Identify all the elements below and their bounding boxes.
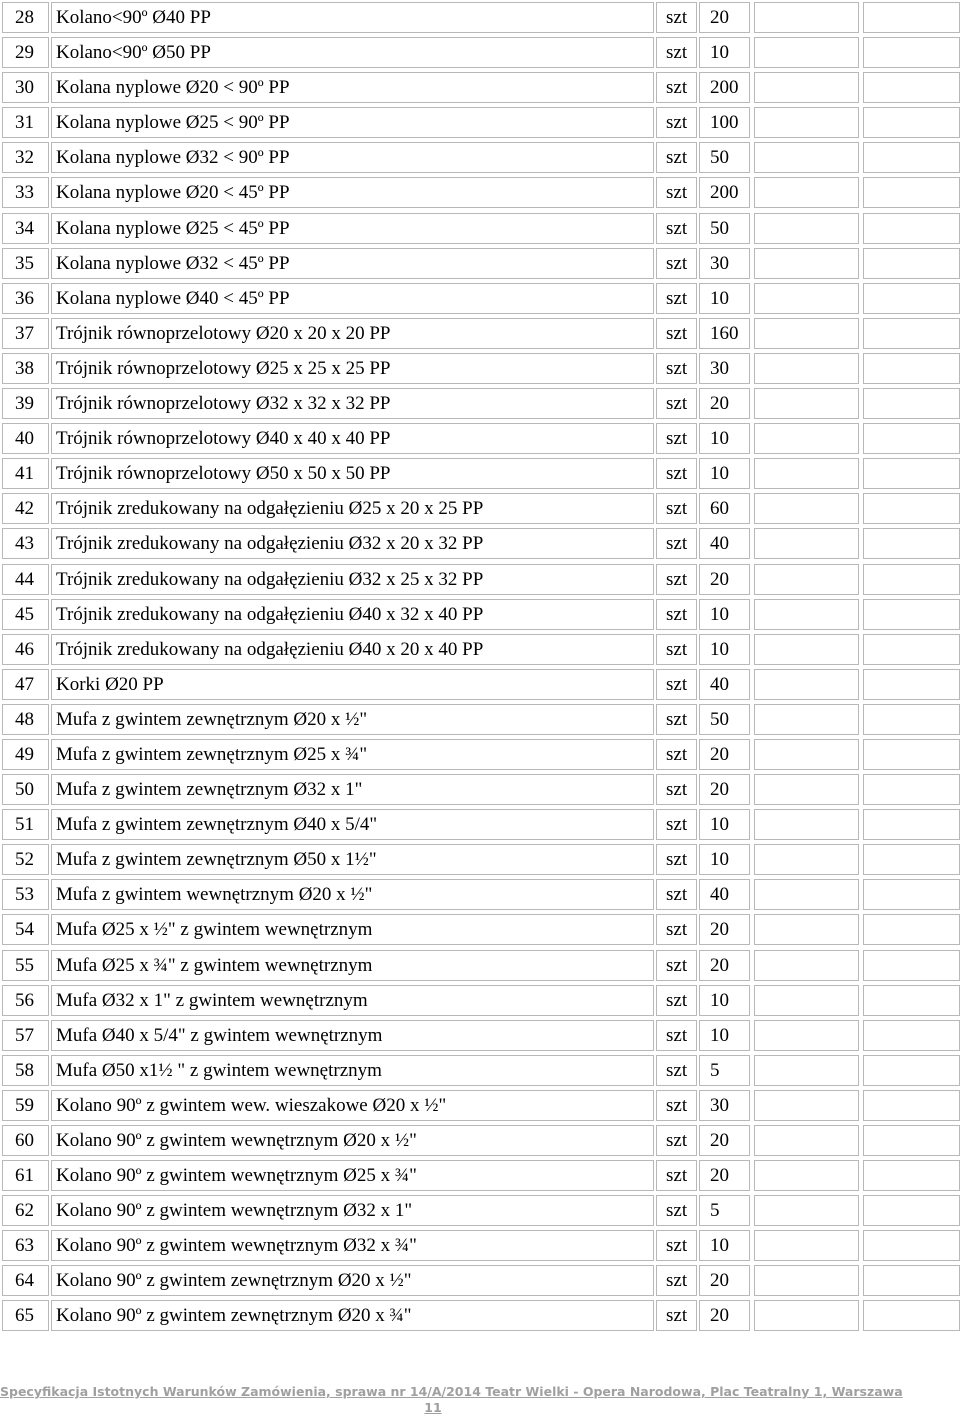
item-name-cell: Kolano 90º z gwintem wewnętrznym Ø25 x ¾": [51, 1160, 654, 1191]
unit-price-cell: [754, 669, 859, 700]
item-name-cell: Kolano 90º z gwintem zewnętrznym Ø20 x ¾": [51, 1300, 654, 1331]
item-name-cell: Kolano<90º Ø50 PP: [51, 37, 654, 68]
row-number-cell: 29: [2, 37, 49, 68]
row-number-cell: 43: [2, 528, 49, 559]
unit-price-cell: [754, 599, 859, 630]
total-value-cell: [863, 353, 960, 384]
total-value-cell: [863, 599, 960, 630]
total-value-cell: [863, 248, 960, 279]
unit-price-cell: [754, 528, 859, 559]
total-value-cell: [863, 37, 960, 68]
unit-price-cell: [754, 283, 859, 314]
unit-price-cell: [754, 107, 859, 138]
unit-cell: szt: [656, 950, 697, 981]
quantity-cell: 100: [699, 107, 750, 138]
item-name-cell: Mufa Ø32 x 1" z gwintem wewnętrznym: [51, 985, 654, 1016]
table-row: [0, 526, 960, 561]
row-number-cell: 34: [2, 213, 49, 244]
unit-cell: szt: [656, 318, 697, 349]
row-number-cell: 53: [2, 879, 49, 910]
table-row: [0, 211, 960, 246]
unit-cell: szt: [656, 37, 697, 68]
row-number-cell: 56: [2, 985, 49, 1016]
item-name-cell: Mufa Ø25 x ¾" z gwintem wewnętrznym: [51, 950, 654, 981]
unit-cell: szt: [656, 142, 697, 173]
quantity-cell: 200: [699, 177, 750, 208]
unit-price-cell: [754, 985, 859, 1016]
total-value-cell: [863, 739, 960, 770]
unit-cell: szt: [656, 879, 697, 910]
unit-cell: szt: [656, 1160, 697, 1191]
item-name-cell: Trójnik zredukowany na odgałęzieniu Ø32 x 25 x 32 PP: [51, 564, 654, 595]
row-number-cell: 28: [2, 2, 49, 33]
quantity-cell: 20: [699, 1300, 750, 1331]
item-name-cell: Kolana nyplowe Ø40 < 45º PP: [51, 283, 654, 314]
table-row: [0, 772, 960, 807]
quantity-cell: 30: [699, 353, 750, 384]
table-row: [0, 35, 960, 70]
table-row: [0, 140, 960, 175]
total-value-cell: [863, 634, 960, 665]
unit-cell: szt: [656, 72, 697, 103]
row-number-cell: 60: [2, 1125, 49, 1156]
item-name-cell: Trójnik zredukowany na odgałęzieniu Ø32 x 20 x 32 PP: [51, 528, 654, 559]
quantity-cell: 10: [699, 634, 750, 665]
row-number-cell: 54: [2, 914, 49, 945]
quantity-cell: 10: [699, 985, 750, 1016]
quantity-cell: 20: [699, 564, 750, 595]
quantity-cell: 40: [699, 528, 750, 559]
unit-price-cell: [754, 704, 859, 735]
quantity-cell: 20: [699, 2, 750, 33]
quantity-cell: 50: [699, 142, 750, 173]
table-row: [0, 912, 960, 947]
row-number-cell: 63: [2, 1230, 49, 1261]
unit-price-cell: [754, 1090, 859, 1121]
unit-cell: szt: [656, 844, 697, 875]
table-row: [0, 421, 960, 456]
table-row: [0, 491, 960, 526]
row-number-cell: 44: [2, 564, 49, 595]
item-name-cell: Mufa Ø40 x 5/4" z gwintem wewnętrznym: [51, 1020, 654, 1051]
quantity-cell: 20: [699, 950, 750, 981]
quantity-cell: 10: [699, 458, 750, 489]
total-value-cell: [863, 2, 960, 33]
quantity-cell: 40: [699, 669, 750, 700]
row-number-cell: 32: [2, 142, 49, 173]
quantity-cell: 5: [699, 1195, 750, 1226]
row-number-cell: 42: [2, 493, 49, 524]
unit-cell: szt: [656, 1300, 697, 1331]
unit-cell: szt: [656, 914, 697, 945]
item-name-cell: Kolana nyplowe Ø20 < 90º PP: [51, 72, 654, 103]
row-number-cell: 37: [2, 318, 49, 349]
item-name-cell: Kolano 90º z gwintem wewnętrznym Ø32 x ¾": [51, 1230, 654, 1261]
quantity-cell: 10: [699, 283, 750, 314]
row-number-cell: 46: [2, 634, 49, 665]
quantity-cell: 10: [699, 599, 750, 630]
row-number-cell: 35: [2, 248, 49, 279]
unit-price-cell: [754, 774, 859, 805]
table-row: [0, 1018, 960, 1053]
unit-cell: szt: [656, 599, 697, 630]
unit-price-cell: [754, 72, 859, 103]
row-number-cell: 38: [2, 353, 49, 384]
item-name-cell: Kolano 90º z gwintem wewnętrznym Ø20 x ½": [51, 1125, 654, 1156]
table-row: [0, 351, 960, 386]
item-name-cell: Mufa Ø50 x1½ " z gwintem wewnętrznym: [51, 1055, 654, 1086]
unit-price-cell: [754, 37, 859, 68]
page-footer: [0, 1384, 903, 1416]
table-row: [0, 948, 960, 983]
table-row: [0, 562, 960, 597]
row-number-cell: 58: [2, 1055, 49, 1086]
row-number-cell: 45: [2, 599, 49, 630]
unit-cell: szt: [656, 669, 697, 700]
item-name-cell: Trójnik zredukowany na odgałęzieniu Ø25 x 20 x 25 PP: [51, 493, 654, 524]
item-name-cell: Trójnik zredukowany na odgałęzieniu Ø40 x 32 x 40 PP: [51, 599, 654, 630]
unit-price-cell: [754, 213, 859, 244]
total-value-cell: [863, 1125, 960, 1156]
quantity-cell: 10: [699, 1020, 750, 1051]
table-row: [0, 105, 960, 140]
item-name-cell: Mufa z gwintem zewnętrznym Ø32 x 1": [51, 774, 654, 805]
total-value-cell: [863, 318, 960, 349]
table-row: [0, 456, 960, 491]
total-value-cell: [863, 564, 960, 595]
item-name-cell: Trójnik równoprzelotowy Ø20 x 20 x 20 PP: [51, 318, 654, 349]
unit-cell: szt: [656, 493, 697, 524]
unit-cell: szt: [656, 423, 697, 454]
unit-price-cell: [754, 1125, 859, 1156]
item-name-cell: Trójnik równoprzelotowy Ø40 x 40 x 40 PP: [51, 423, 654, 454]
quantity-cell: 10: [699, 844, 750, 875]
row-number-cell: 51: [2, 809, 49, 840]
table-row: [0, 877, 960, 912]
unit-price-cell: [754, 318, 859, 349]
item-name-cell: Kolana nyplowe Ø20 < 45º PP: [51, 177, 654, 208]
unit-cell: szt: [656, 107, 697, 138]
item-name-cell: Trójnik zredukowany na odgałęzieniu Ø40 x 20 x 40 PP: [51, 634, 654, 665]
unit-price-cell: [754, 809, 859, 840]
item-name-cell: Trójnik równoprzelotowy Ø50 x 50 x 50 PP: [51, 458, 654, 489]
quantity-cell: 20: [699, 1160, 750, 1191]
quantity-cell: 50: [699, 704, 750, 735]
item-name-cell: Mufa z gwintem zewnętrznym Ø40 x 5/4": [51, 809, 654, 840]
row-number-cell: 65: [2, 1300, 49, 1331]
row-number-cell: 49: [2, 739, 49, 770]
unit-cell: szt: [656, 1125, 697, 1156]
total-value-cell: [863, 879, 960, 910]
unit-price-cell: [754, 423, 859, 454]
unit-cell: szt: [656, 213, 697, 244]
table-row: [0, 1228, 960, 1263]
table-row: [0, 1053, 960, 1088]
total-value-cell: [863, 1160, 960, 1191]
table-row: [0, 597, 960, 632]
unit-price-cell: [754, 739, 859, 770]
unit-cell: szt: [656, 704, 697, 735]
total-value-cell: [863, 704, 960, 735]
item-name-cell: Kolano 90º z gwintem wew. wieszakowe Ø20 x ½": [51, 1090, 654, 1121]
unit-cell: szt: [656, 564, 697, 595]
total-value-cell: [863, 809, 960, 840]
total-value-cell: [863, 493, 960, 524]
unit-cell: szt: [656, 1020, 697, 1051]
row-number-cell: 57: [2, 1020, 49, 1051]
unit-price-cell: [754, 388, 859, 419]
table-row: [0, 316, 960, 351]
total-value-cell: [863, 283, 960, 314]
unit-price-cell: [754, 1020, 859, 1051]
unit-cell: szt: [656, 458, 697, 489]
quantity-cell: 10: [699, 423, 750, 454]
table-row: [0, 246, 960, 281]
unit-cell: szt: [656, 739, 697, 770]
row-number-cell: 47: [2, 669, 49, 700]
unit-price-cell: [754, 950, 859, 981]
table-row: [0, 1123, 960, 1158]
unit-cell: szt: [656, 809, 697, 840]
unit-cell: szt: [656, 528, 697, 559]
row-number-cell: 39: [2, 388, 49, 419]
total-value-cell: [863, 458, 960, 489]
item-name-cell: Mufa Ø25 x ½" z gwintem wewnętrznym: [51, 914, 654, 945]
unit-price-cell: [754, 634, 859, 665]
quantity-cell: 50: [699, 213, 750, 244]
item-name-cell: Kolana nyplowe Ø32 < 90º PP: [51, 142, 654, 173]
quantity-cell: 60: [699, 493, 750, 524]
unit-cell: szt: [656, 388, 697, 419]
item-name-cell: Korki Ø20 PP: [51, 669, 654, 700]
total-value-cell: [863, 774, 960, 805]
quantity-cell: 20: [699, 1265, 750, 1296]
row-number-cell: 50: [2, 774, 49, 805]
total-value-cell: [863, 388, 960, 419]
item-name-cell: Mufa z gwintem zewnętrznym Ø20 x ½": [51, 704, 654, 735]
total-value-cell: [863, 950, 960, 981]
table-row: [0, 737, 960, 772]
row-number-cell: 36: [2, 283, 49, 314]
unit-price-cell: [754, 248, 859, 279]
unit-price-cell: [754, 1160, 859, 1191]
table-row: [0, 1193, 960, 1228]
unit-price-cell: [754, 844, 859, 875]
item-name-cell: Mufa z gwintem zewnętrznym Ø50 x 1½": [51, 844, 654, 875]
item-name-cell: Kolano 90º z gwintem wewnętrznym Ø32 x 1": [51, 1195, 654, 1226]
quantity-cell: 20: [699, 774, 750, 805]
item-name-cell: Kolana nyplowe Ø32 < 45º PP: [51, 248, 654, 279]
total-value-cell: [863, 669, 960, 700]
unit-cell: szt: [656, 634, 697, 665]
total-value-cell: [863, 1090, 960, 1121]
unit-price-cell: [754, 2, 859, 33]
unit-cell: szt: [656, 2, 697, 33]
quantity-cell: 40: [699, 879, 750, 910]
table-row: [0, 1263, 960, 1298]
total-value-cell: [863, 1300, 960, 1331]
item-name-cell: Mufa z gwintem wewnętrznym Ø20 x ½": [51, 879, 654, 910]
unit-price-cell: [754, 353, 859, 384]
unit-price-cell: [754, 177, 859, 208]
item-name-cell: Trójnik równoprzelotowy Ø25 x 25 x 25 PP: [51, 353, 654, 384]
total-value-cell: [863, 423, 960, 454]
page-number: 11: [424, 1400, 442, 1415]
total-value-cell: [863, 177, 960, 208]
item-name-cell: Kolano 90º z gwintem zewnętrznym Ø20 x ½": [51, 1265, 654, 1296]
table-row: [0, 70, 960, 105]
quantity-cell: 20: [699, 388, 750, 419]
table-row: [0, 983, 960, 1018]
total-value-cell: [863, 1195, 960, 1226]
quantity-cell: 200: [699, 72, 750, 103]
table-row: [0, 1298, 960, 1333]
total-value-cell: [863, 142, 960, 173]
row-number-cell: 41: [2, 458, 49, 489]
unit-price-cell: [754, 1055, 859, 1086]
row-number-cell: 62: [2, 1195, 49, 1226]
unit-price-cell: [754, 1230, 859, 1261]
table-row: [0, 175, 960, 210]
total-value-cell: [863, 1265, 960, 1296]
total-value-cell: [863, 72, 960, 103]
unit-cell: szt: [656, 353, 697, 384]
unit-price-cell: [754, 1300, 859, 1331]
table-row: [0, 842, 960, 877]
item-name-cell: Kolana nyplowe Ø25 < 45º PP: [51, 213, 654, 244]
total-value-cell: [863, 985, 960, 1016]
table-row: [0, 386, 960, 421]
unit-cell: szt: [656, 1265, 697, 1296]
unit-price-cell: [754, 493, 859, 524]
unit-cell: szt: [656, 248, 697, 279]
table-row: [0, 702, 960, 737]
total-value-cell: [863, 1230, 960, 1261]
footer-text: Specyfikacja Istotnych Warunków Zamówienia, sprawa nr 14/A/2014 Teatr Wielki - Opera Narodowa, Plac Teatralny 1, Warszawa: [0, 1384, 903, 1399]
quantity-cell: 10: [699, 809, 750, 840]
quantity-cell: 30: [699, 1090, 750, 1121]
unit-price-cell: [754, 1195, 859, 1226]
unit-price-cell: [754, 564, 859, 595]
table-row: [0, 1088, 960, 1123]
unit-cell: szt: [656, 774, 697, 805]
quantity-cell: 10: [699, 1230, 750, 1261]
total-value-cell: [863, 914, 960, 945]
item-name-cell: Kolana nyplowe Ø25 < 90º PP: [51, 107, 654, 138]
unit-price-cell: [754, 1265, 859, 1296]
quantity-cell: 10: [699, 37, 750, 68]
unit-price-cell: [754, 458, 859, 489]
quantity-cell: 20: [699, 1125, 750, 1156]
unit-price-cell: [754, 879, 859, 910]
total-value-cell: [863, 528, 960, 559]
row-number-cell: 55: [2, 950, 49, 981]
unit-cell: szt: [656, 1195, 697, 1226]
row-number-cell: 59: [2, 1090, 49, 1121]
item-name-cell: Trójnik równoprzelotowy Ø32 x 32 x 32 PP: [51, 388, 654, 419]
row-number-cell: 61: [2, 1160, 49, 1191]
unit-cell: szt: [656, 177, 697, 208]
table-row: [0, 0, 960, 35]
row-number-cell: 31: [2, 107, 49, 138]
table-row: [0, 281, 960, 316]
unit-cell: szt: [656, 985, 697, 1016]
quantity-cell: 30: [699, 248, 750, 279]
table-row: [0, 1158, 960, 1193]
total-value-cell: [863, 1020, 960, 1051]
unit-cell: szt: [656, 1090, 697, 1121]
row-number-cell: 33: [2, 177, 49, 208]
quantity-cell: 5: [699, 1055, 750, 1086]
table-row: [0, 632, 960, 667]
unit-cell: szt: [656, 1055, 697, 1086]
row-number-cell: 40: [2, 423, 49, 454]
row-number-cell: 52: [2, 844, 49, 875]
table-row: [0, 667, 960, 702]
unit-price-cell: [754, 914, 859, 945]
row-number-cell: 64: [2, 1265, 49, 1296]
quantity-cell: 20: [699, 739, 750, 770]
total-value-cell: [863, 1055, 960, 1086]
unit-price-cell: [754, 142, 859, 173]
item-name-cell: Kolano<90º Ø40 PP: [51, 2, 654, 33]
item-name-cell: Mufa z gwintem zewnętrznym Ø25 x ¾": [51, 739, 654, 770]
table-row: [0, 807, 960, 842]
unit-cell: szt: [656, 283, 697, 314]
quantity-cell: 160: [699, 318, 750, 349]
total-value-cell: [863, 107, 960, 138]
unit-cell: szt: [656, 1230, 697, 1261]
total-value-cell: [863, 213, 960, 244]
row-number-cell: 48: [2, 704, 49, 735]
total-value-cell: [863, 844, 960, 875]
row-number-cell: 30: [2, 72, 49, 103]
quantity-cell: 20: [699, 914, 750, 945]
